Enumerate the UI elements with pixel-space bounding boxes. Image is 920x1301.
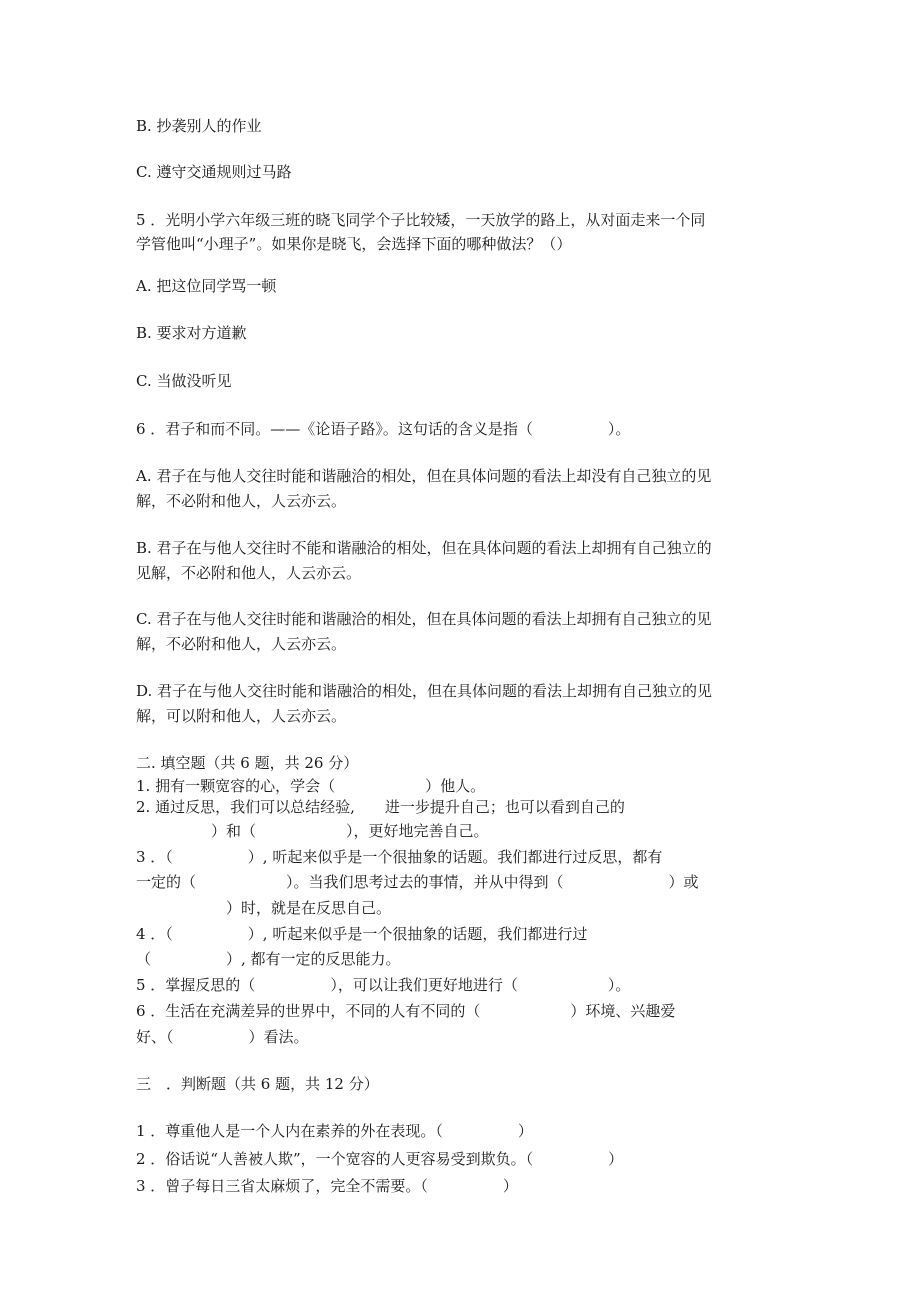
judge-q2: 2 ．俗话说“人善被人欺”，一个宽容的人更容易受到欺负。（ ） (136, 1150, 624, 1168)
fill-q2-line2: ）和（ ），更好地完善自己。 (136, 822, 489, 840)
q6-option-b-line1: B. 君子在与他人交往时不能和谐融洽的相处，但在具体问题的看法上却拥有自己独立的 (136, 539, 712, 557)
q6-option-a-line1: A. 君子在与他人交往时能和谐融洽的相处，但在具体问题的看法上却没有自己独立的见 (136, 467, 712, 485)
judge-q1: 1 ．尊重他人是一个人内在素养的外在表现。（ ） (136, 1122, 533, 1140)
fill-q1: 1. 拥有一颗宽容的心，学会（ ）他人。 (136, 777, 486, 795)
q6-stem: 6 ．君子和而不同。——《论语子路》。这句话的含义是指（ ）。 (136, 420, 631, 438)
q5-stem-line1: 5 ．光明小学六年级三班的晓飞同学个子比较矮，一天放学的路上，从对面走来一个同 (136, 211, 706, 229)
judge-q3: 3 ．曾子每日三省太麻烦了，完全不需要。（ ） (136, 1177, 518, 1195)
q6-option-d-line1: D. 君子在与他人交往时能和谐融洽的相处，但在具体问题的看法上却拥有自己独立的见 (136, 682, 713, 700)
judge-section-title: 三 ．判断题（共 6 题，共 12 分） (136, 1075, 379, 1093)
q5-stem-line2: 学管他叫“小理子”。如果你是晓飞，会选择下面的哪种做法？（） (136, 235, 572, 253)
fill-q4-line1: 4 ．（ ）, 听起来似乎是一个很抽象的话题，我们都进行过 (136, 925, 588, 943)
q6-option-c-line1: C. 君子在与他人交往时能和谐融洽的相处，但在具体问题的看法上却拥有自己独立的见 (136, 610, 712, 628)
q4-option-c: C. 遵守交通规则过马路 (136, 163, 292, 181)
fill-q4-line2: （ ）, 都有一定的反思能力。 (136, 950, 401, 968)
q6-option-a-line2: 解，不必附和他人，人云亦云。 (136, 492, 347, 510)
fill-section-title: 二. 填空题（共 6 题，共 26 分） (136, 754, 359, 772)
fill-q6-line1: 6 ．生活在充满差异的世界中，不同的人有不同的（ ）环境、兴趣爱 (136, 1002, 676, 1020)
q5-option-a: A. 把这位同学骂一顿 (136, 277, 277, 295)
q5-option-c: C. 当做没听见 (136, 372, 232, 390)
q6-option-d-line2: 解，可以附和他人，人云亦云。 (136, 707, 347, 725)
fill-q5: 5 ．掌握反思的（ ），可以让我们更好地进行（ ）。 (136, 976, 631, 994)
fill-q2-line1: 2. 通过反思，我们可以总结经验, 进一步提升自己；也可以看到自己的 (136, 798, 625, 816)
q4-option-b: B. 抄袭别人的作业 (136, 117, 262, 135)
fill-q3-line2: 一定的（ ）。当我们思考过去的事情，并从中得到（ ）或 (136, 873, 699, 891)
q6-option-c-line2: 解，不必附和他人，人云亦云。 (136, 635, 347, 653)
q6-option-b-line2: 见解，不必附和他人，人云亦云。 (136, 564, 362, 582)
fill-q3-line1: 3 ．（ ）, 听起来似乎是一个很抽象的话题。我们都进行过反思，都有 (136, 848, 663, 866)
q5-option-b: B. 要求对方道歉 (136, 324, 247, 342)
fill-q3-line3: ）时，就是在反思自己。 (136, 899, 392, 917)
fill-q6-line2: 好、（ ）看法。 (136, 1028, 309, 1046)
